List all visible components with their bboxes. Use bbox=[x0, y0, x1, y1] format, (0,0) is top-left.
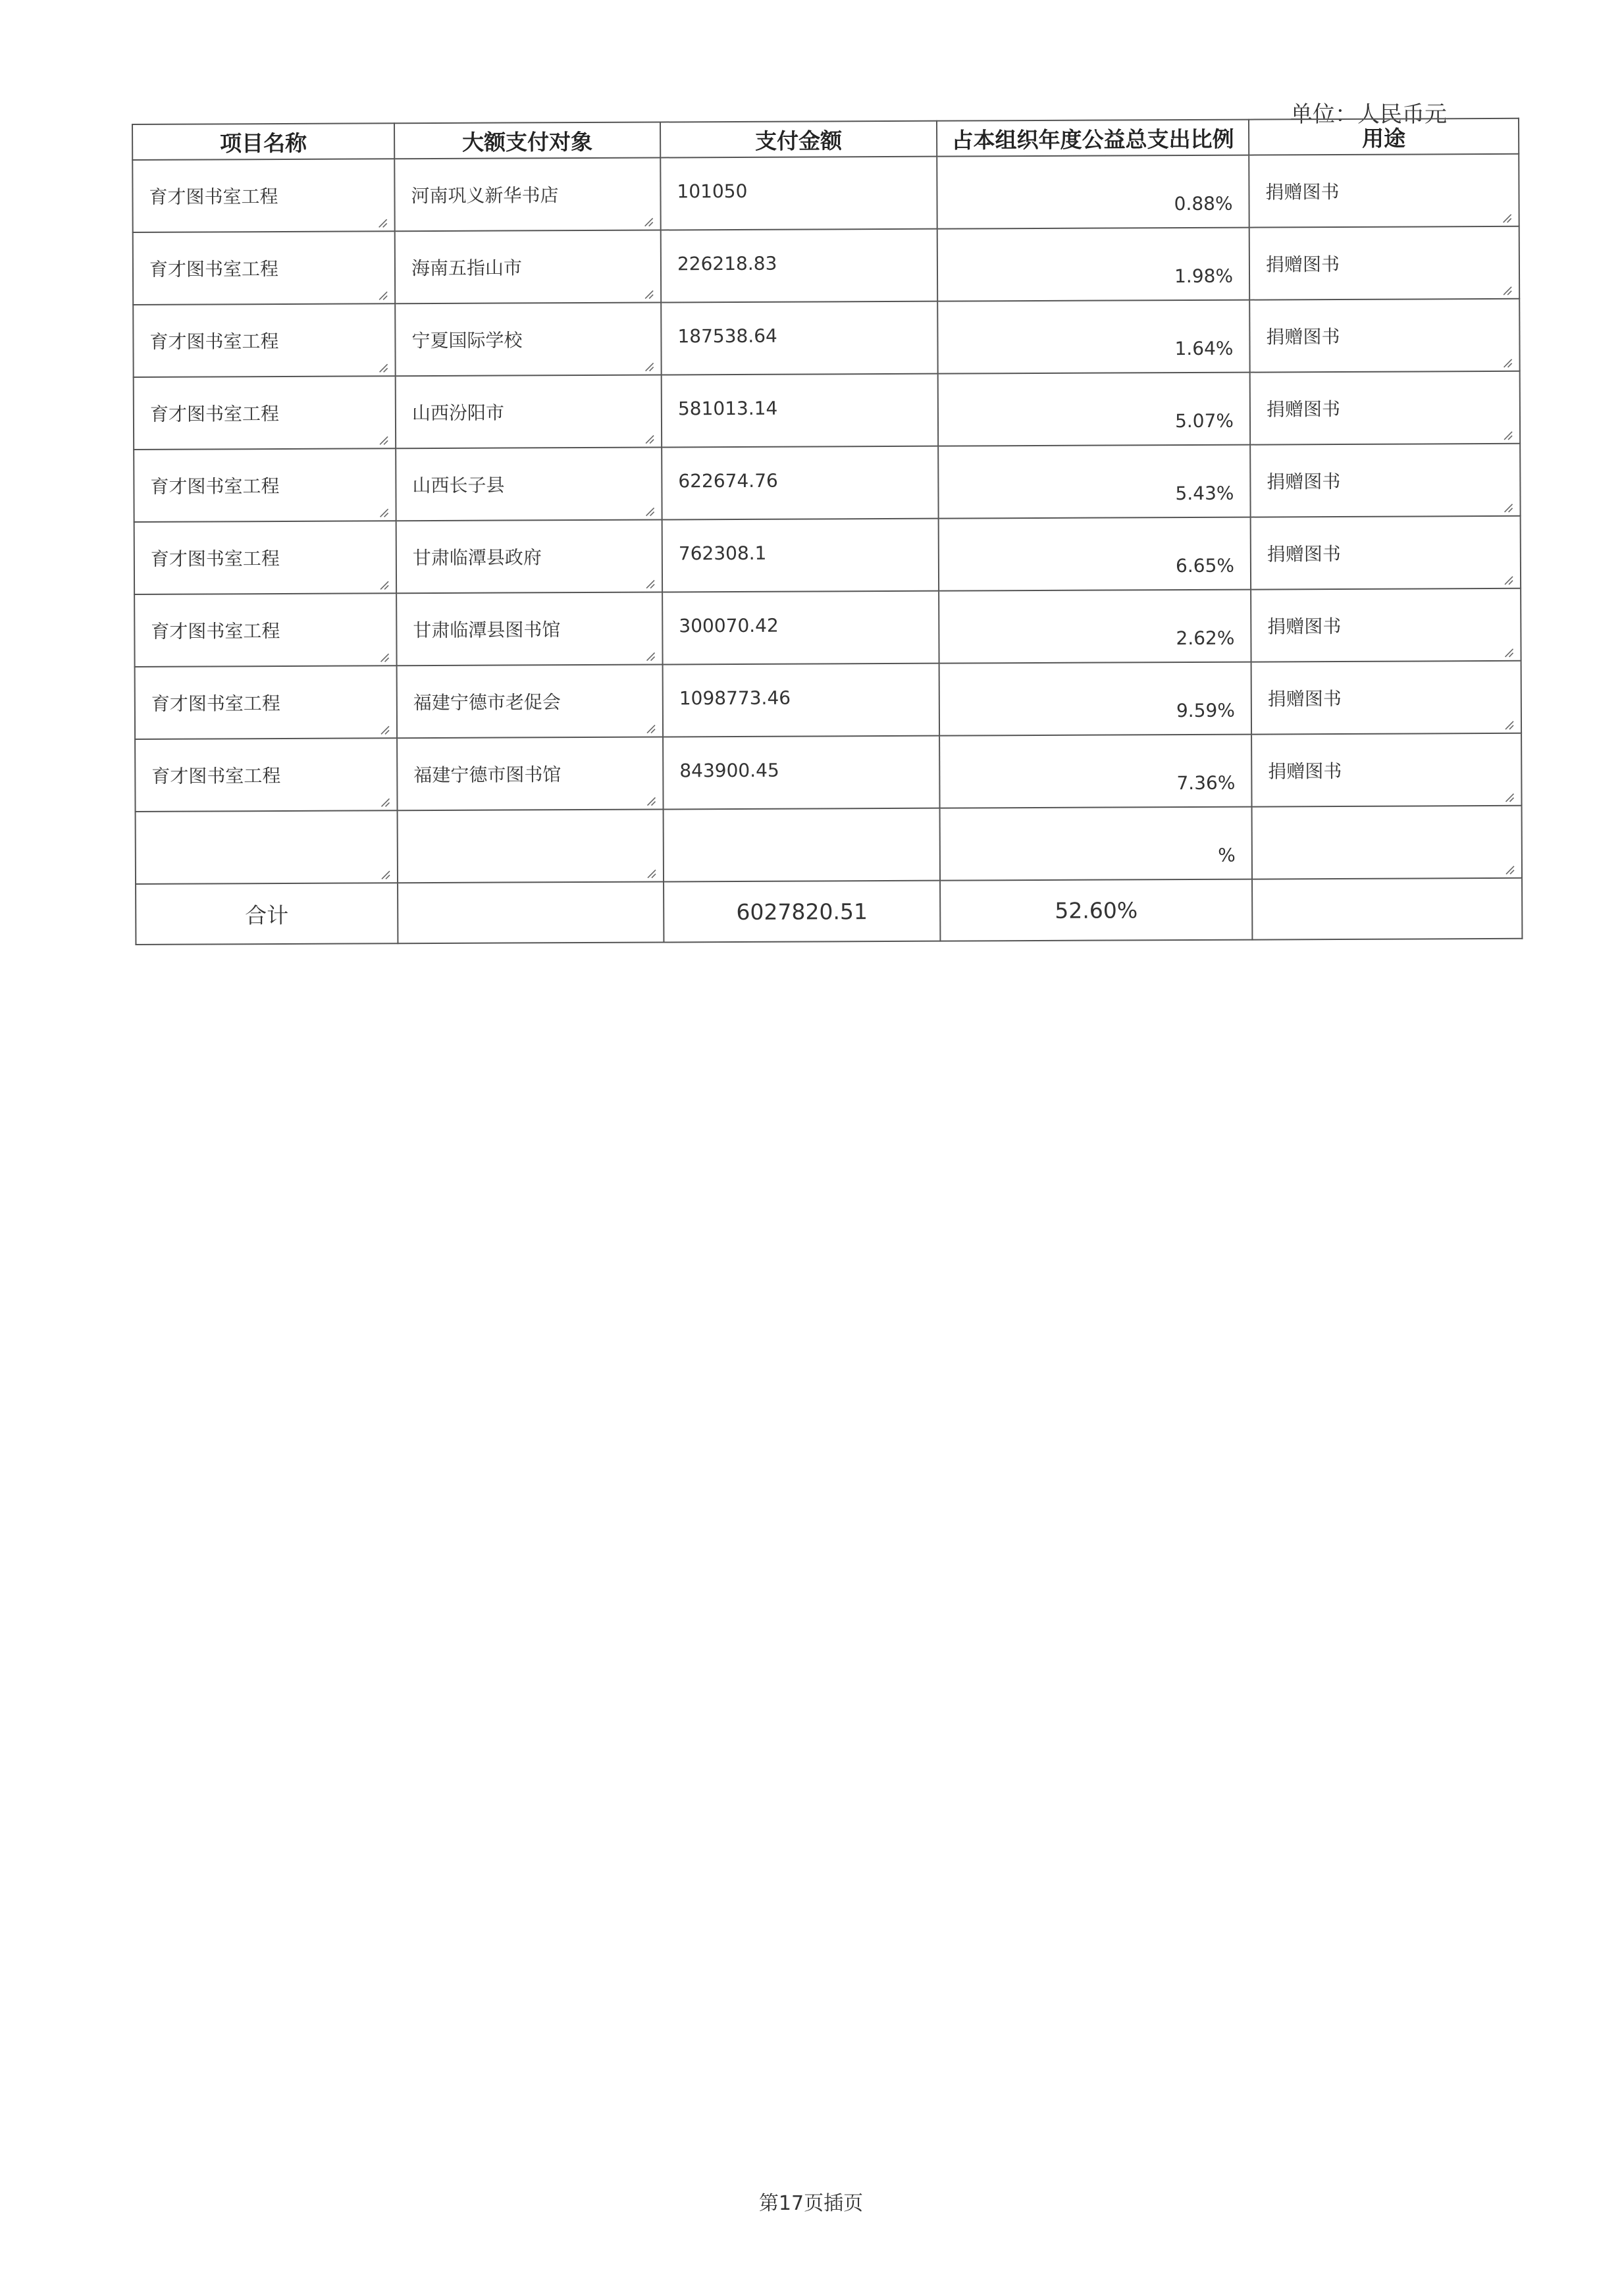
resize-handle-icon[interactable] bbox=[644, 427, 654, 438]
amount-text: 762308.1 bbox=[678, 542, 767, 565]
amount-cell bbox=[662, 446, 938, 520]
resize-handle-icon[interactable] bbox=[379, 573, 389, 583]
amount-text: 101050 bbox=[677, 180, 748, 203]
resize-handle-icon[interactable] bbox=[379, 500, 389, 511]
resize-handle-icon[interactable] bbox=[644, 572, 655, 583]
ratio-cell bbox=[938, 373, 1250, 446]
resize-handle-icon[interactable] bbox=[1504, 858, 1515, 868]
table-row bbox=[134, 516, 1521, 594]
table-row bbox=[136, 806, 1522, 884]
amount-text: 187538.64 bbox=[677, 325, 777, 348]
ratio-cell bbox=[939, 662, 1251, 736]
recipient-text: 海南五指山市 bbox=[411, 257, 523, 280]
header-purpose: 用途 bbox=[1249, 118, 1519, 155]
resize-handle-icon[interactable] bbox=[643, 210, 654, 221]
ratio-text: 7.36% bbox=[1176, 771, 1236, 795]
header-ratio: 占本组织年度公益总支出比例 bbox=[937, 120, 1249, 157]
resize-handle-icon[interactable] bbox=[643, 282, 654, 293]
purpose-cell[interactable] bbox=[1251, 588, 1521, 662]
recipient-text: 山西长子县 bbox=[412, 474, 505, 497]
recipient-cell[interactable] bbox=[396, 519, 662, 593]
ratio-text: % bbox=[1218, 844, 1236, 866]
resize-handle-icon[interactable] bbox=[378, 428, 388, 438]
amount-text: 226218.83 bbox=[677, 252, 777, 275]
amount-cell bbox=[663, 736, 939, 810]
ratio-text: 5.43% bbox=[1175, 482, 1234, 505]
recipient-text: 甘肃临潭县政府 bbox=[412, 546, 542, 569]
ratio-cell bbox=[937, 155, 1249, 229]
total-row bbox=[136, 878, 1522, 945]
ratio-cell bbox=[937, 228, 1249, 301]
resize-handle-icon[interactable] bbox=[377, 283, 388, 294]
recipient-text: 甘肃临潭县图书馆 bbox=[413, 619, 561, 642]
total-amount-cell bbox=[664, 881, 940, 943]
resize-handle-icon[interactable] bbox=[379, 718, 390, 728]
recipient-cell[interactable] bbox=[397, 664, 663, 738]
recipient-text bbox=[398, 810, 663, 833]
recipient-cell[interactable] bbox=[395, 230, 661, 303]
purpose-cell[interactable] bbox=[1252, 806, 1522, 879]
header-recipient: 大额支付对象 bbox=[394, 122, 660, 159]
ratio-text: 2.62% bbox=[1176, 627, 1235, 650]
amount-cell bbox=[663, 664, 939, 737]
resize-handle-icon[interactable] bbox=[1503, 568, 1513, 579]
resize-handle-icon[interactable] bbox=[379, 790, 390, 800]
project-text: 育才图书室工程 bbox=[149, 403, 280, 425]
purpose-text bbox=[1253, 806, 1521, 830]
recipient-text: 山西汾阳市 bbox=[411, 402, 505, 425]
resize-handle-icon[interactable] bbox=[644, 500, 654, 510]
resize-handle-icon[interactable] bbox=[1502, 351, 1513, 361]
amount-cell bbox=[662, 374, 938, 448]
resize-handle-icon[interactable] bbox=[644, 355, 654, 365]
resize-handle-icon[interactable] bbox=[1502, 206, 1512, 217]
recipient-cell[interactable] bbox=[396, 447, 662, 521]
ratio-cell bbox=[939, 590, 1251, 664]
ratio-text: 1.64% bbox=[1174, 337, 1234, 360]
total-ratio: 52.60% bbox=[1055, 897, 1138, 924]
amount-cell bbox=[661, 301, 937, 375]
amount-text: 843900.45 bbox=[679, 759, 779, 782]
purpose-text: 捐赠图书 bbox=[1268, 760, 1342, 783]
purpose-text: 捐赠图书 bbox=[1267, 615, 1342, 638]
recipient-cell[interactable] bbox=[397, 737, 663, 810]
total-label-cell bbox=[136, 883, 398, 945]
purpose-text: 捐赠图书 bbox=[1267, 470, 1341, 493]
amount-cell bbox=[662, 519, 939, 592]
purpose-cell[interactable] bbox=[1249, 226, 1519, 300]
purpose-cell[interactable] bbox=[1251, 733, 1521, 807]
ratio-text: 6.65% bbox=[1175, 554, 1235, 577]
payment-table bbox=[132, 118, 1523, 945]
ratio-text: 0.88% bbox=[1174, 192, 1233, 215]
resize-handle-icon[interactable] bbox=[1504, 785, 1514, 796]
purpose-cell[interactable] bbox=[1249, 299, 1519, 373]
amount-text: 1098773.46 bbox=[679, 687, 791, 710]
recipient-cell[interactable] bbox=[398, 809, 664, 883]
total-amount: 6027820.51 bbox=[736, 898, 868, 925]
table-row bbox=[134, 371, 1520, 450]
ratio-cell bbox=[940, 807, 1252, 881]
project-text: 育才图书室工程 bbox=[149, 330, 279, 353]
resize-handle-icon[interactable] bbox=[645, 789, 656, 800]
project-cell[interactable] bbox=[135, 665, 397, 739]
amount-cell bbox=[661, 229, 937, 303]
resize-handle-icon[interactable] bbox=[378, 355, 388, 366]
total-ratio-cell bbox=[940, 879, 1252, 941]
header-amount: 支付金额 bbox=[660, 121, 937, 158]
resize-handle-icon[interactable] bbox=[1502, 496, 1513, 506]
purpose-text: 捐赠图书 bbox=[1265, 180, 1340, 203]
ratio-cell bbox=[938, 445, 1250, 519]
resize-handle-icon[interactable] bbox=[646, 862, 656, 872]
table-row bbox=[134, 588, 1521, 667]
purpose-cell[interactable] bbox=[1250, 444, 1520, 517]
project-cell[interactable] bbox=[134, 593, 396, 667]
project-cell[interactable] bbox=[136, 810, 398, 884]
ratio-cell bbox=[939, 517, 1251, 591]
amount-text: 581013.14 bbox=[677, 397, 778, 420]
resize-handle-icon[interactable] bbox=[645, 717, 656, 727]
project-text: 育才图书室工程 bbox=[151, 692, 280, 715]
project-text: 育才图书室工程 bbox=[151, 765, 281, 787]
amount-text: 622674.76 bbox=[678, 469, 778, 492]
total-recipient-cell bbox=[398, 881, 664, 943]
table-row bbox=[133, 299, 1519, 377]
project-cell[interactable] bbox=[135, 738, 397, 812]
resize-handle-icon[interactable] bbox=[1502, 423, 1513, 434]
ratio-text: 9.59% bbox=[1176, 699, 1235, 722]
recipient-text: 福建宁德市图书馆 bbox=[413, 764, 562, 787]
table-row bbox=[135, 733, 1521, 812]
unit-label: 单位：人民币元 bbox=[1290, 101, 1447, 128]
project-text: 育才图书室工程 bbox=[149, 258, 279, 280]
table-row bbox=[132, 154, 1519, 232]
ratio-text: 1.98% bbox=[1174, 265, 1234, 288]
table-row bbox=[135, 661, 1521, 739]
header-project: 项目名称 bbox=[132, 123, 394, 160]
recipient-cell[interactable] bbox=[395, 302, 661, 376]
ratio-cell bbox=[939, 735, 1251, 808]
project-cell[interactable] bbox=[133, 303, 395, 377]
ratio-text: 5.07% bbox=[1174, 409, 1234, 432]
purpose-text: 捐赠图书 bbox=[1267, 542, 1341, 565]
amount-cell bbox=[662, 591, 939, 665]
resize-handle-icon[interactable] bbox=[377, 211, 388, 221]
page-footer: 第17页插页 bbox=[758, 2192, 864, 2215]
recipient-cell[interactable] bbox=[394, 157, 660, 231]
purpose-cell[interactable] bbox=[1250, 371, 1520, 445]
purpose-text: 捐赠图书 bbox=[1266, 325, 1340, 348]
resize-handle-icon[interactable] bbox=[1504, 713, 1514, 723]
project-text: 育才图书室工程 bbox=[150, 548, 280, 570]
project-cell[interactable] bbox=[132, 159, 394, 232]
amount-cell bbox=[664, 808, 940, 882]
amount-text bbox=[664, 809, 939, 833]
purpose-cell[interactable] bbox=[1249, 154, 1519, 228]
total-purpose-cell bbox=[1252, 878, 1522, 940]
purpose-cell[interactable] bbox=[1251, 661, 1521, 735]
recipient-cell[interactable] bbox=[396, 375, 662, 448]
recipient-text: 河南巩义新华书店 bbox=[411, 184, 559, 207]
purpose-cell[interactable] bbox=[1251, 516, 1521, 590]
purpose-text: 捐赠图书 bbox=[1266, 398, 1340, 421]
amount-cell bbox=[660, 157, 937, 230]
resize-handle-icon[interactable] bbox=[380, 862, 390, 873]
ratio-cell bbox=[937, 300, 1249, 374]
project-text: 育才图书室工程 bbox=[149, 186, 278, 208]
project-text: 育才图书室工程 bbox=[150, 475, 280, 498]
project-cell[interactable] bbox=[134, 376, 396, 450]
project-cell[interactable] bbox=[134, 521, 396, 594]
amount-text: 300070.42 bbox=[679, 614, 779, 637]
project-cell[interactable] bbox=[134, 448, 396, 522]
recipient-cell[interactable] bbox=[396, 592, 662, 665]
table-row bbox=[133, 226, 1519, 305]
project-text bbox=[136, 811, 397, 835]
purpose-text: 捐赠图书 bbox=[1267, 687, 1342, 710]
table-row bbox=[134, 444, 1520, 522]
project-cell[interactable] bbox=[133, 231, 395, 305]
resize-handle-icon[interactable] bbox=[1503, 640, 1513, 651]
total-label: 合计 bbox=[245, 902, 289, 928]
resize-handle-icon[interactable] bbox=[379, 645, 389, 656]
header-row bbox=[132, 118, 1519, 160]
resize-handle-icon[interactable] bbox=[644, 644, 655, 655]
purpose-text: 捐赠图书 bbox=[1265, 253, 1340, 276]
recipient-text: 福建宁德市老促会 bbox=[413, 691, 561, 714]
project-text: 育才图书室工程 bbox=[151, 620, 280, 642]
resize-handle-icon[interactable] bbox=[1502, 278, 1512, 289]
recipient-text: 宁夏国际学校 bbox=[411, 329, 523, 352]
